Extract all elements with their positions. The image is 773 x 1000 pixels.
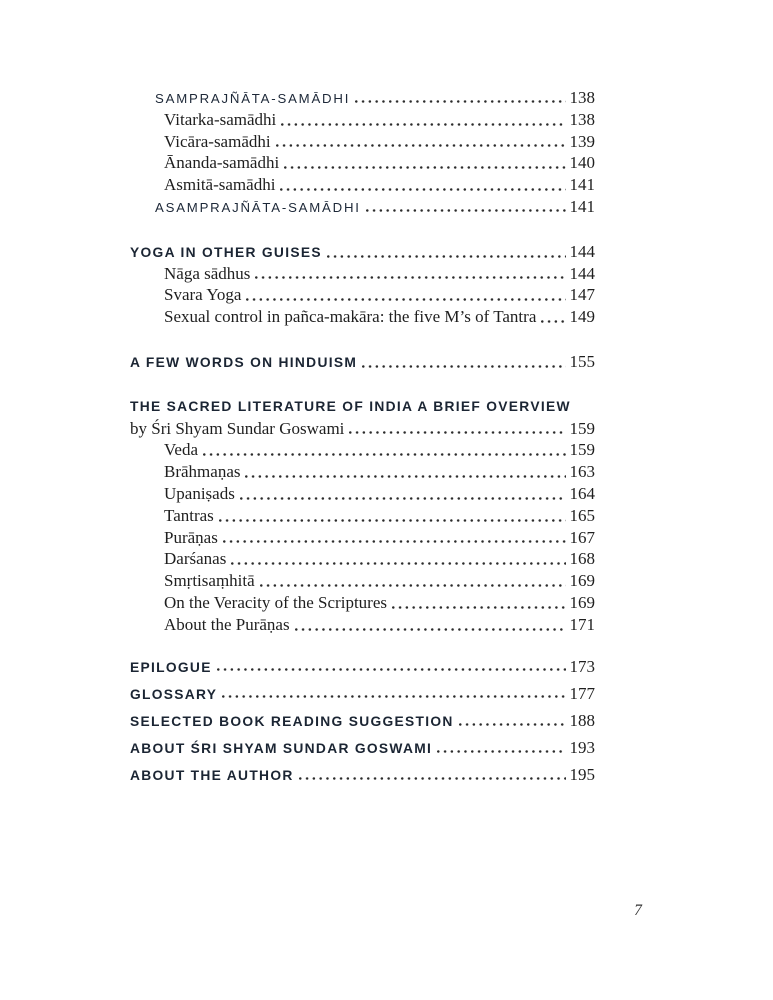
- toc-entry-label: Tantras: [164, 505, 214, 525]
- toc-entry-label: Sexual control in pañca-makāra: the five M’s of Tantra: [164, 307, 537, 327]
- dot-leader: [260, 584, 566, 587]
- toc-entry-label: On the Veracity of the Scriptures: [164, 592, 387, 612]
- toc-row: [130, 418, 595, 440]
- dot-leader: [362, 365, 565, 368]
- dot-leader: [437, 750, 565, 753]
- dot-leader: [295, 628, 566, 631]
- folio-page-number: 7: [634, 902, 642, 919]
- toc-entry-label: Upaniṣads: [164, 483, 235, 503]
- toc-entry-page: 144: [569, 263, 595, 283]
- toc-row: [130, 680, 595, 707]
- toc-row: [130, 396, 595, 418]
- dot-leader: [246, 298, 565, 301]
- dot-leader: [245, 475, 565, 478]
- toc-row: [130, 614, 595, 636]
- toc-entry-page: 188: [569, 710, 595, 730]
- toc-entry-label: ASAMPRAJÑĀTA-SAMĀDHI: [155, 199, 361, 215]
- toc-row: [130, 306, 595, 328]
- toc-entry-label: Vitarka-samādhi: [164, 109, 277, 129]
- toc-row: [130, 109, 595, 131]
- toc-row: [130, 284, 595, 306]
- toc-entry-label: Brāhmaṇas: [164, 462, 241, 482]
- dot-leader: [231, 562, 565, 565]
- toc-entry-label: Ānanda-samādhi: [164, 153, 280, 173]
- toc-row: [130, 174, 595, 196]
- toc-entry-label: Svara Yoga: [164, 285, 242, 305]
- dot-leader: [217, 668, 566, 671]
- toc-row: [130, 761, 595, 788]
- toc-entry-page: 141: [569, 196, 595, 216]
- toc-row: [130, 592, 595, 614]
- dot-leader: [459, 723, 566, 726]
- toc-section: [130, 87, 595, 218]
- toc-entry-label: ABOUT THE AUTHOR: [130, 768, 294, 784]
- toc-row: [130, 483, 595, 505]
- toc-entry-page: 139: [569, 131, 595, 151]
- dot-leader: [223, 540, 566, 543]
- toc-section: [130, 653, 595, 789]
- toc-entry-label: Purāṇas: [164, 527, 218, 547]
- toc-row: [130, 131, 595, 153]
- dot-leader: [240, 497, 566, 500]
- dot-leader: [349, 431, 565, 434]
- toc-entry-page: 195: [569, 765, 595, 785]
- toc-entry-label: EPILOGUE: [130, 659, 212, 675]
- toc-row: [130, 734, 595, 761]
- toc-section: [130, 241, 595, 328]
- toc-entry-page: 138: [569, 109, 595, 129]
- toc-row: [130, 152, 595, 174]
- toc-entry-page: 163: [569, 462, 595, 482]
- toc-entry-page: 155: [569, 351, 595, 371]
- toc-entry-label: A FEW WORDS ON HINDUISM: [130, 354, 358, 370]
- dot-leader: [276, 144, 566, 147]
- toc-row: [130, 548, 595, 570]
- dot-leader: [355, 100, 565, 103]
- toc-entry-label: SELECTED BOOK READING SUGGESTION: [130, 713, 454, 729]
- toc-entry-page: 177: [569, 683, 595, 703]
- dot-leader: [392, 606, 566, 609]
- dot-leader: [327, 255, 566, 258]
- toc-row: [130, 570, 595, 592]
- toc-row: [130, 439, 595, 461]
- toc-entry-page: 169: [569, 592, 595, 612]
- toc-entry-page: 193: [569, 738, 595, 758]
- toc-entry-label: Smṛtisaṃhitā: [164, 571, 255, 591]
- toc-entry-page: 164: [569, 483, 595, 503]
- toc-entry-page: 138: [569, 88, 595, 107]
- dot-leader: [284, 166, 565, 169]
- dot-leader: [203, 453, 566, 456]
- dot-leader: [541, 320, 565, 323]
- toc-entry-label: ABOUT ŚRI SHYAM SUNDAR GOSWAMI: [130, 741, 433, 757]
- toc-row: [130, 707, 595, 734]
- dot-leader: [222, 695, 565, 698]
- dot-leader: [299, 777, 566, 780]
- dot-leader: [281, 123, 565, 126]
- dot-leader: [280, 188, 565, 191]
- toc-row: [130, 461, 595, 483]
- toc-entry-page: 159: [569, 440, 595, 460]
- toc-row: [130, 351, 595, 373]
- toc-entry-label: Vicāra-samādhi: [164, 131, 271, 151]
- toc-entry-label: GLOSSARY: [130, 686, 218, 702]
- toc-row: [130, 241, 595, 263]
- toc-entry-page: 144: [569, 241, 595, 261]
- toc-entry-page: 159: [569, 418, 595, 438]
- toc-entry-label: Veda: [164, 440, 198, 460]
- toc-row: [130, 527, 595, 549]
- toc-entry-page: 140: [569, 153, 595, 173]
- toc-entry-page: 169: [569, 571, 595, 591]
- toc-row: [130, 196, 595, 218]
- toc-row: [130, 87, 595, 109]
- toc-row: [130, 505, 595, 527]
- toc-entry-page: 168: [569, 549, 595, 569]
- toc-entry-page: 167: [569, 527, 595, 547]
- toc-entry-label: Nāga sādhus: [164, 263, 251, 283]
- toc-entry-label: About the Purāṇas: [164, 614, 290, 634]
- toc-entry-label: Asmitā-samādhi: [164, 175, 276, 195]
- toc-entry-page: 165: [569, 505, 595, 525]
- toc-entry-page: 147: [569, 285, 595, 305]
- toc-entry-label: Darśanas: [164, 549, 227, 569]
- toc-entry-page: 149: [569, 307, 595, 327]
- dot-leader: [255, 276, 565, 279]
- toc-entry-page: 141: [569, 175, 595, 195]
- toc-entry-page: 173: [569, 656, 595, 676]
- toc-entry-page: 171: [569, 614, 595, 634]
- toc-section: [130, 396, 595, 636]
- toc-entry-label: YOGA IN OTHER GUISES: [130, 244, 322, 260]
- toc-row: [130, 263, 595, 285]
- toc-row: [130, 653, 595, 680]
- dot-leader: [219, 519, 566, 522]
- toc-entry-label: THE SACRED LITERATURE OF INDIA A BRIEF OVERVIEW: [130, 398, 571, 414]
- toc-entry-label: by Śri Shyam Sundar Goswami: [130, 418, 345, 438]
- dot-leader: [366, 209, 566, 212]
- toc-list: [130, 87, 595, 788]
- toc-section: [130, 351, 595, 373]
- toc-entry-label: SAMPRAJÑĀTA-SAMĀDHI: [155, 91, 351, 106]
